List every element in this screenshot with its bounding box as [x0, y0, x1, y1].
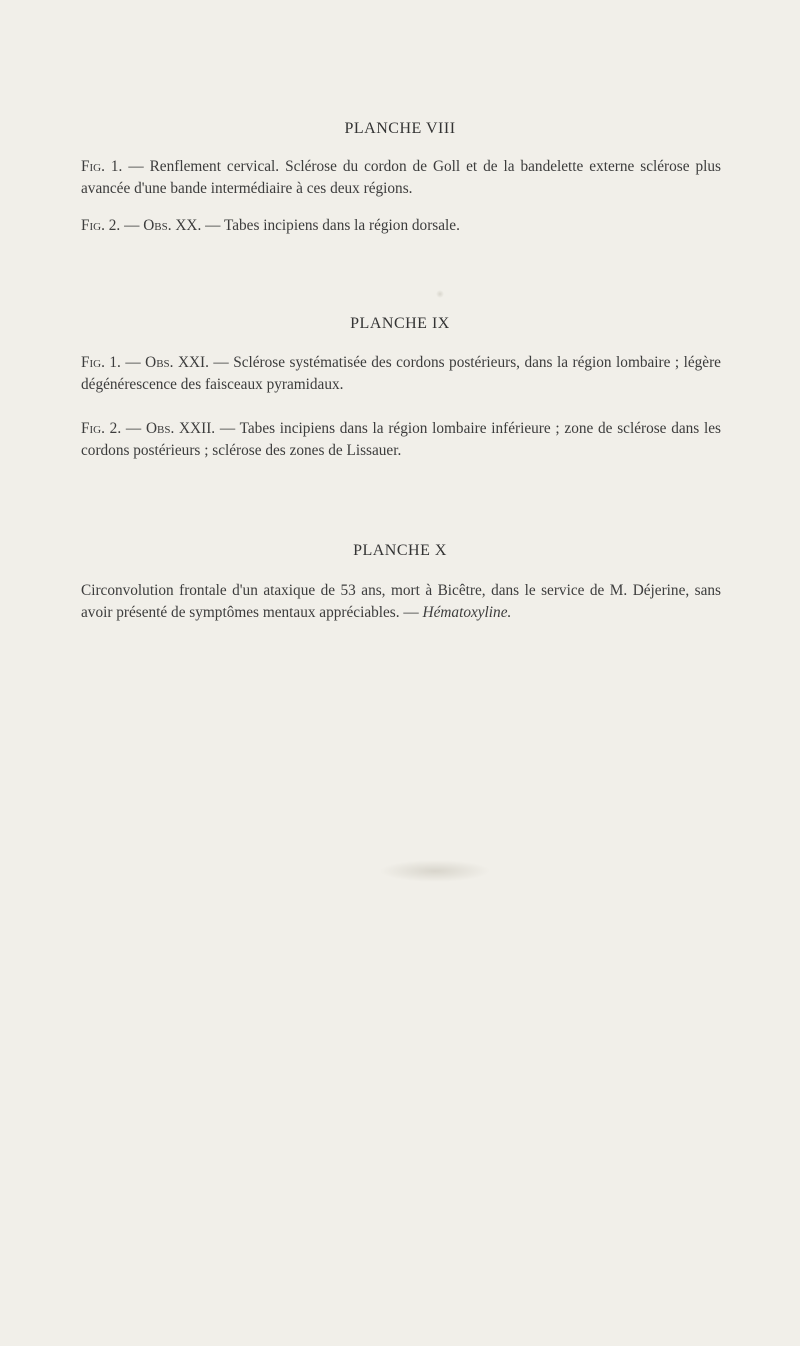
- obs-label: Obs. XXI.: [145, 354, 209, 371]
- caption-text: Circonvolution frontale d'un ataxique de 53 ans, mort à Bicêtre, dans le service de M. Déjerine, sans avoir présenté de symptômes mentaux appréciables. —: [81, 582, 721, 621]
- obs-label: Obs. XXII.: [145, 420, 216, 437]
- caption-text: — Sclérose systématisée des cordons postérieurs, dans la région lombaire ; légère dégénérescence des faisceaux pyramidaux.: [81, 354, 721, 393]
- caption-text: — Renflement cervical. Sclérose du cordon de Goll et de la bandelette externe sclérose plus avancée d'une bande intermédiaire à ces deux régions.: [81, 158, 721, 197]
- planche-viii-heading: PLANCHE VIII: [344, 120, 456, 137]
- ink-dot: [436, 290, 444, 298]
- planche-ix-fig1-caption: Fig. 1. — Obs. XXI. — Sclérose systématisée des cordons postérieurs, dans la région lombaire ; légère dégénérescence des faisceaux pyramidaux.: [81, 354, 721, 393]
- planche-viii-fig2-caption: Fig. 2. — Obs. XX. — Tabes incipiens dans la région dorsale.: [81, 217, 460, 234]
- fig-label: Fig. 1.: [81, 354, 121, 371]
- caption-text: — Tabes incipiens dans la région lombaire inférieure ; zone de sclérose dans les cordons postérieurs ; sclérose des zones de Lissauer.: [81, 420, 721, 459]
- planche-x-caption: [81, 580, 721, 624]
- paper-stain: [380, 860, 490, 882]
- caption-text: — Tabes incipiens dans la région dorsale.: [201, 217, 460, 234]
- planche-viii-fig1-caption: [81, 156, 721, 200]
- obs-label: Obs. XX.: [143, 217, 202, 234]
- fig-label: Fig. 1.: [81, 158, 123, 175]
- planche-x-heading: PLANCHE X: [353, 542, 447, 559]
- planche-ix-fig2-caption: Fig. 2. — Obs. XXII. — Tabes incipiens dans la région lombaire inférieure ; zone de sclérose dans les cordons postérieurs ; sclérose des zones de Lissauer.: [81, 420, 721, 459]
- fig-label: Fig. 2.: [81, 217, 121, 234]
- stain-name: Hématoxyline.: [422, 604, 512, 621]
- planche-ix-heading: PLANCHE IX: [350, 315, 450, 332]
- fig-label: Fig. 2.: [81, 420, 122, 437]
